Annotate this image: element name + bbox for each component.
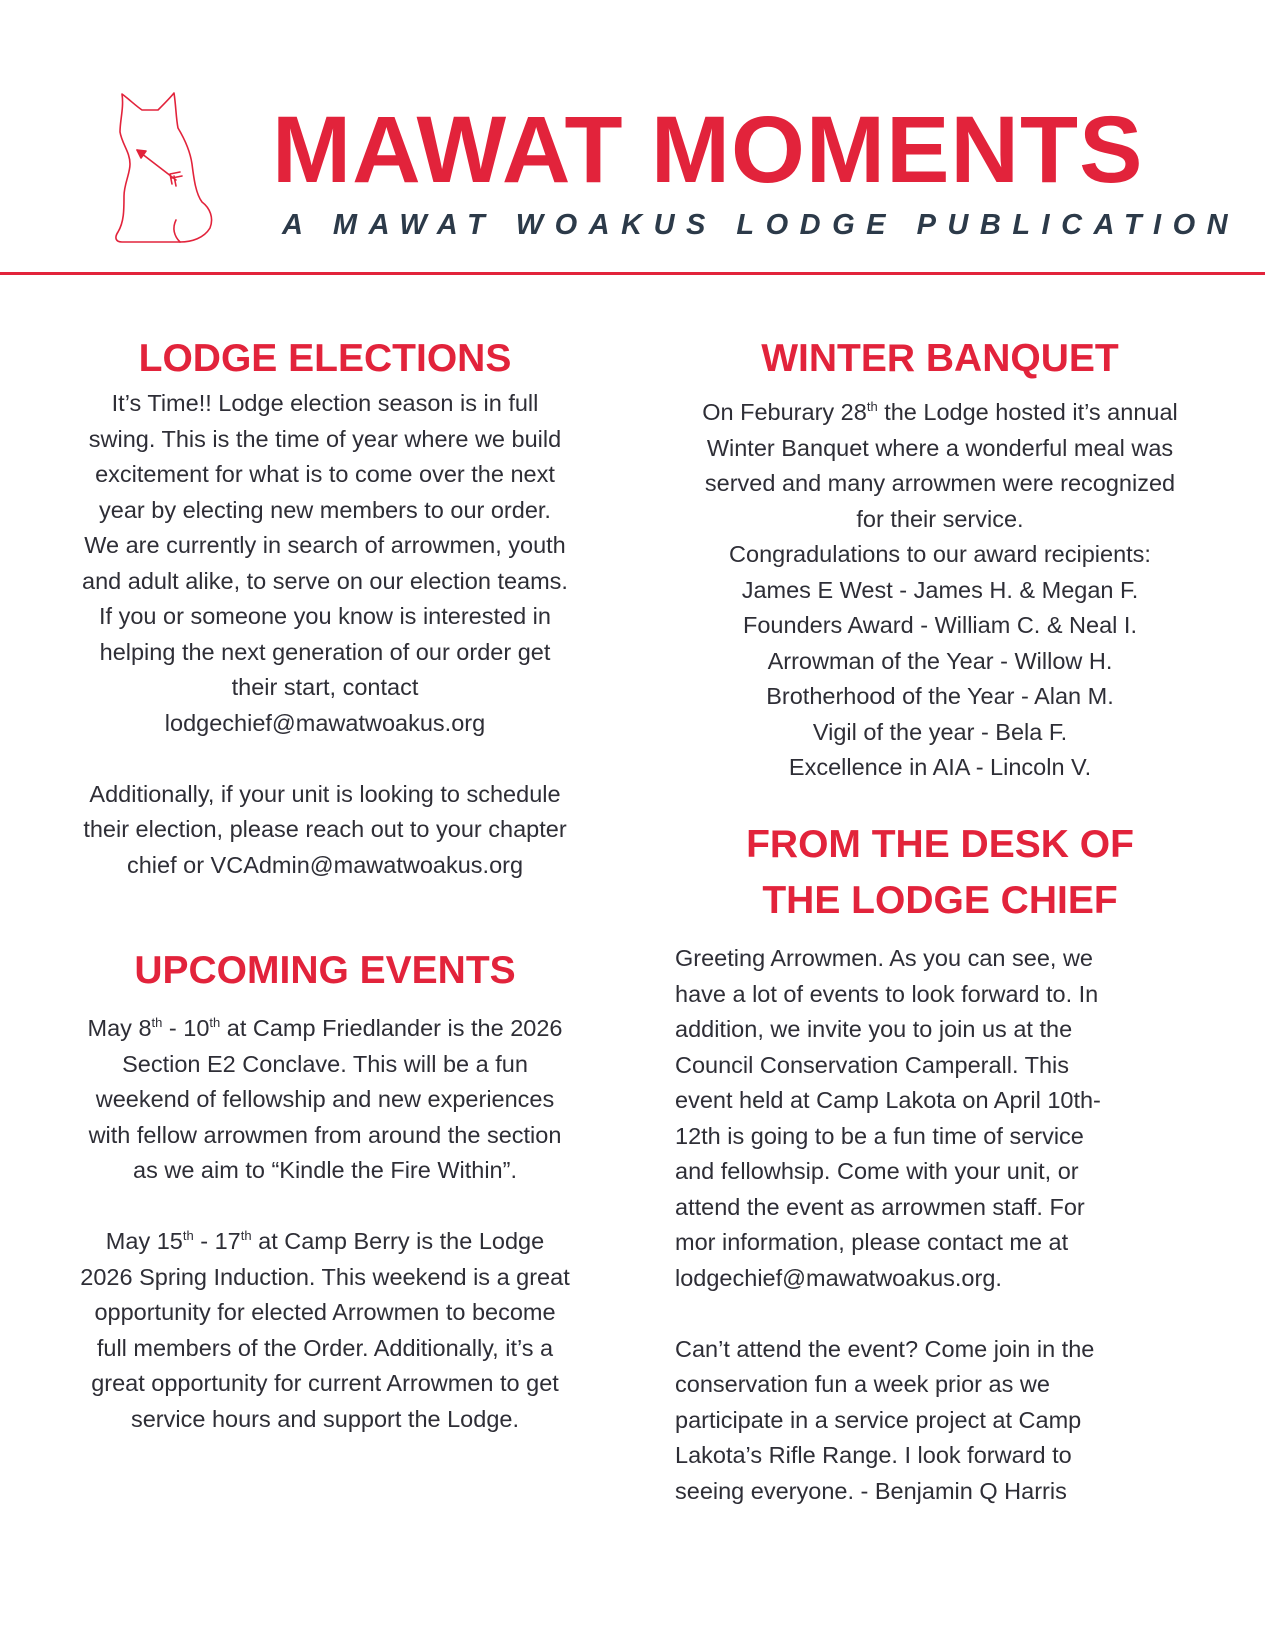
award-excellence-in-aia: Excellence in AIA - Lincoln V. xyxy=(788,754,1092,780)
lodge-chief-paragraph-1: Greeting Arrowmen. As you can see, we have a lot of events to look forward to. In addition, we invite you to join us at the Council Conservation Camperall. This event held at Camp Lakota on April 10th-12th is going to be a fun time of service and fellowhsip. Come with your unit, or attend the event as arrowmen staff. For mor information, please contact me at lodgechief@mawatwoakus.org. xyxy=(675,945,1101,1291)
lodge-chief-heading-line-1: FROM THE DESK OF xyxy=(746,823,1134,866)
newsletter-subtitle: A MAWAT WOAKUS LODGE PUBLICATION xyxy=(282,209,1240,241)
winter-banquet-section xyxy=(695,331,1185,786)
award-founders: Founders Award - William C. & Neal I. xyxy=(743,612,1137,638)
award-vigil-of-year: Vigil of the year - Bela F. xyxy=(812,718,1068,745)
newsletter-title: MAWAT MOMENTS xyxy=(272,97,1144,203)
lodge-elections-section xyxy=(80,331,570,883)
award-arrowman-of-year: Arrowman of the Year - Willow H. xyxy=(767,647,1113,674)
winter-banquet-congrats: Congradulations to our award recipients: xyxy=(729,541,1151,567)
award-james-e-west: James E West - James H. & Megan F. xyxy=(741,576,1139,603)
winter-banquet-intro: On Feburary 28th the Lodge hosted it’s annual Winter Banquet where a wonderful meal was served and many arrowmen were recognized for their service. xyxy=(702,399,1178,532)
lodge-chief-paragraph-2: Can’t attend the event? Come join in the conservation fun a week prior as we participate in a service project at Camp Lakota’s Rifle Range. I look forward to seeing everyone. - Benjamin Q Harris xyxy=(675,1335,1095,1504)
event-spring-induction: May 15th - 17th at Camp Berry is the Lodge 2026 Spring Induction. This weekend is a great opportunity for elected Arrowmen to become full members of the Order. Additionally, it’s a great opportunity for current Arrowmen to get service hours and support the Lodge. xyxy=(80,1228,570,1432)
fox-with-arrow-icon xyxy=(110,92,222,252)
lodge-chief-heading-line-2: THE LODGE CHIEF xyxy=(762,879,1118,922)
event-conclave: May 8th - 10th at Camp Friedlander is the 2026 Section E2 Conclave. This will be a fun weekend of fellowship and new experiences with fellow arrowmen from around the section as we aim to “Kindle the Fire Within”. xyxy=(87,1015,563,1183)
upcoming-events-heading: UPCOMING EVENTS xyxy=(134,949,516,992)
upcoming-events-section xyxy=(80,943,570,1437)
lodge-elections-paragraph-2: Additionally, if your unit is looking to schedule their election, please reach out to your chapter chief or VCAdmin@mawatwoakus.org xyxy=(83,780,567,878)
header-divider xyxy=(0,272,1265,275)
winter-banquet-heading: WINTER BANQUET xyxy=(761,337,1119,380)
lodge-elections-heading: LODGE ELECTIONS xyxy=(138,337,512,380)
lodge-elections-paragraph-1: It’s Time!! Lodge election season is in full swing. This is the time of year where we build excitement for what is to come over the next year by electing new members to our order. We are currently in search of arrowmen, youth and adult alike, to serve on our election teams. If you or someone you know is interested in helping the next generation of our order get their start, contact lodgechief@mawatwoakus.org xyxy=(82,390,568,736)
lodge-chief-section xyxy=(675,817,1185,1509)
award-brotherhood-of-year: Brotherhood of the Year - Alan M. xyxy=(766,683,1114,709)
